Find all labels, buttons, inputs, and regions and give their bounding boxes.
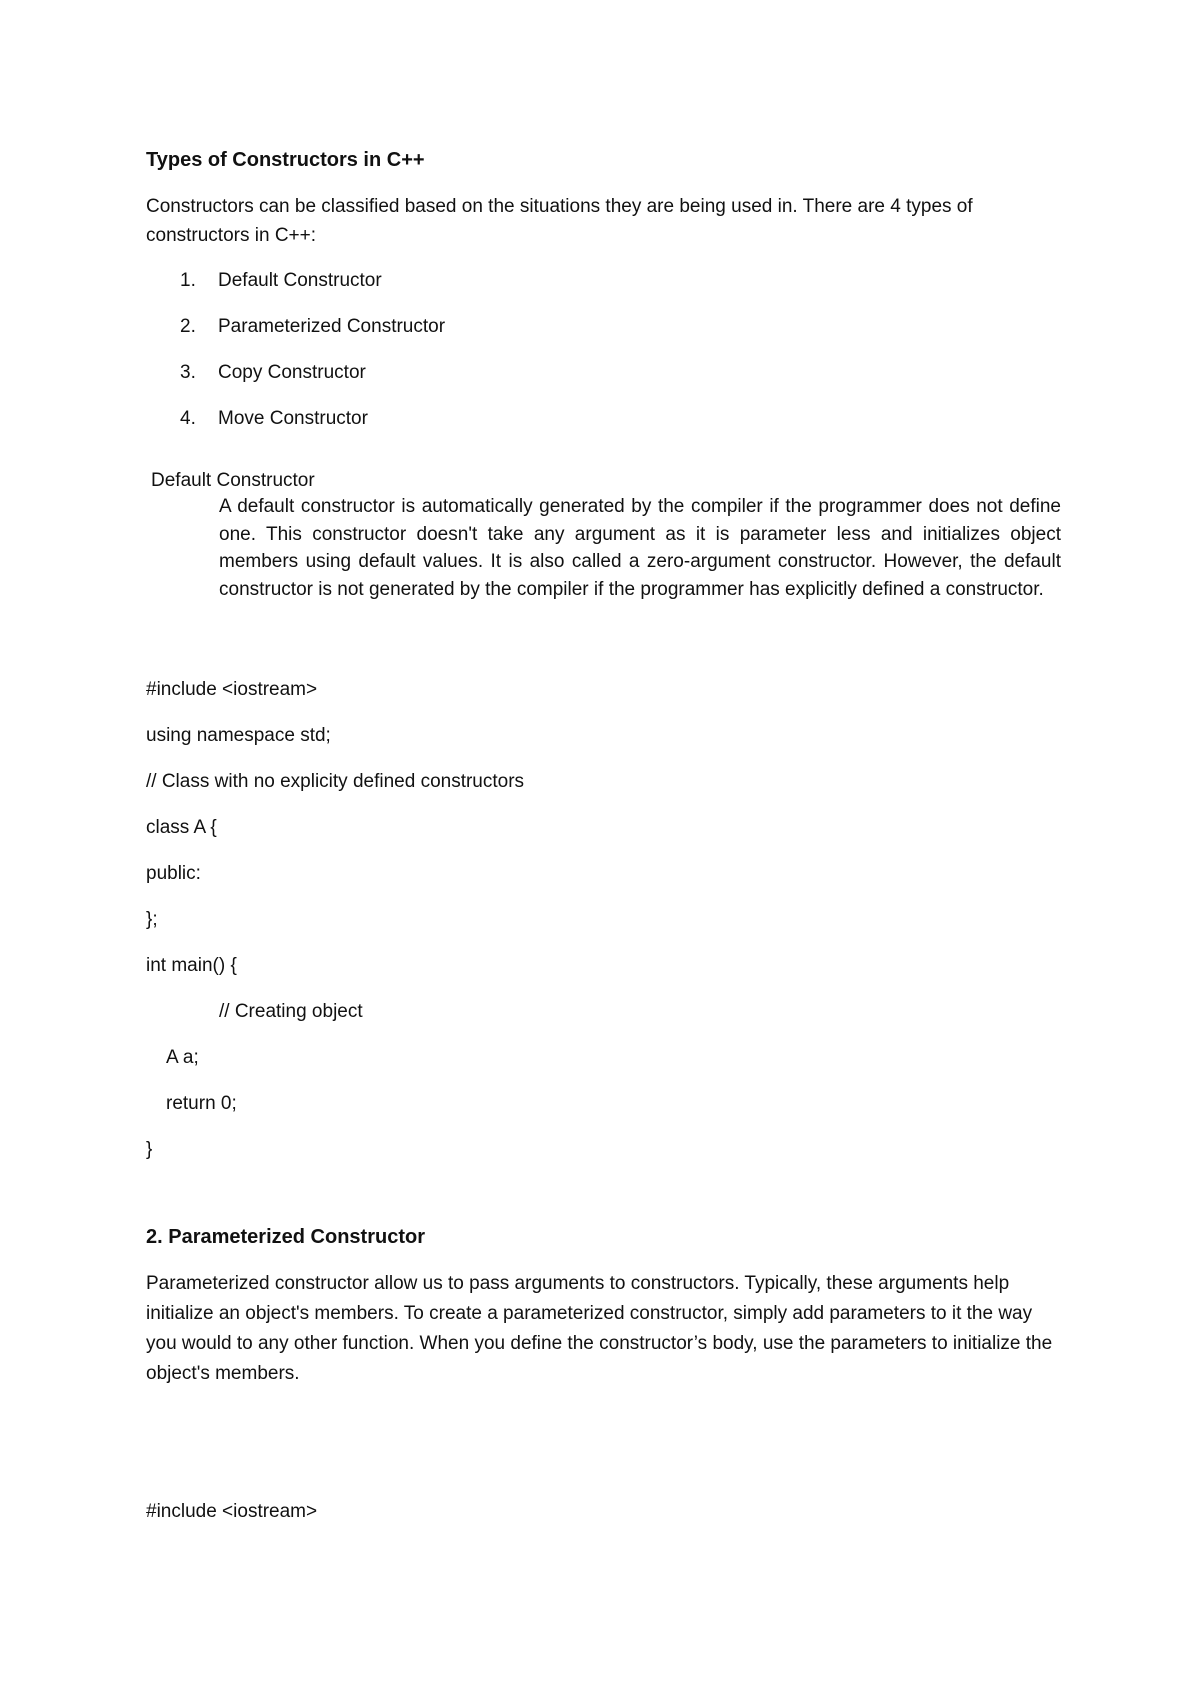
code-line: // Creating object bbox=[219, 1001, 363, 1022]
code-line: #include <iostream> bbox=[146, 1501, 318, 1522]
code-line: using namespace std; bbox=[146, 725, 331, 746]
code-line: A a; bbox=[166, 1047, 199, 1068]
list-label: Default Constructor bbox=[218, 270, 382, 291]
list-item bbox=[0, 312, 1200, 342]
code-line: } bbox=[146, 1139, 153, 1160]
default-constructor-description: A default constructor is automatically generated by the compiler if the programmer does not define one. This constructor doesn't take any argument as it is parameter less and initializes object members using default values. It is also called a zero-argument constructor. However, the default constructor is not generated by the compiler if the programmer has explicitly defined a constructor. bbox=[219, 496, 1061, 600]
list-item bbox=[0, 266, 1200, 296]
code-line: // Class with no explicity defined constructors bbox=[146, 771, 525, 792]
list-number: 3. bbox=[180, 362, 196, 383]
list-number: 4. bbox=[180, 408, 196, 429]
list-label: Copy Constructor bbox=[218, 362, 366, 383]
code-line: return 0; bbox=[166, 1093, 237, 1114]
code-line: public: bbox=[146, 863, 201, 884]
list-number: 2. bbox=[180, 316, 196, 337]
list-item bbox=[0, 358, 1200, 388]
list-number: 1. bbox=[180, 270, 196, 291]
document-title: Types of Constructors in C++ bbox=[146, 149, 425, 171]
parameterized-constructor-heading: 2. Parameterized Constructor bbox=[146, 1226, 425, 1248]
code-line: int main() { bbox=[146, 955, 237, 976]
parameterized-constructor-description: Parameterized constructor allow us to pass arguments to constructors. Typically, these arguments help initialize an object's members. To create a parameterized constructor, simply add parameters to it the way you would to any other function. When you define the constructor’s body, use the parameters to initialize the object's members. bbox=[146, 1273, 1053, 1384]
code-line: #include <iostream> bbox=[146, 679, 318, 700]
code-line: }; bbox=[146, 909, 158, 930]
list-label: Parameterized Constructor bbox=[218, 316, 446, 337]
default-constructor-heading: Default Constructor bbox=[151, 470, 315, 491]
intro-paragraph: Constructors can be classified based on the situations they are being used in. There are 4 types of constructors in C++: bbox=[146, 196, 973, 246]
list-item bbox=[0, 404, 1200, 434]
list-label: Move Constructor bbox=[218, 408, 368, 429]
code-line: class A { bbox=[146, 817, 217, 838]
